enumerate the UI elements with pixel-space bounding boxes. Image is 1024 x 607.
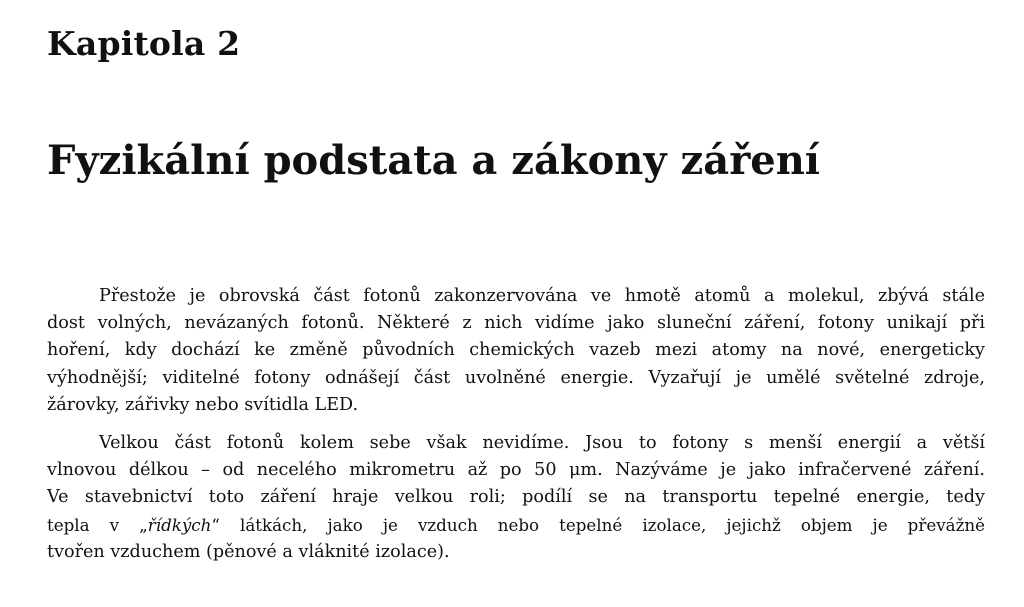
paragraph-2-line-1: Velkou část fotonů kolem sebe však nevidíme. Jsou to fotony s menší energií a větší bbox=[99, 433, 985, 454]
paragraph-2-line-2: vlnovou délkou – od necelého mikrometru až po 50 μm. Nazýváme je jako infračervené záření. bbox=[47, 460, 985, 481]
line-4-text-before: tepla v „ bbox=[47, 514, 148, 535]
paragraph-1 bbox=[47, 283, 985, 419]
paragraph-2-line-4 bbox=[47, 512, 985, 539]
chapter-body bbox=[47, 283, 985, 566]
chapter-title: Fyzikální podstata a zákony záření bbox=[47, 137, 820, 184]
document-page bbox=[47, 0, 985, 607]
paragraph-1-line-5: žárovky, zářivky nebo svítidla LED. bbox=[47, 394, 359, 415]
paragraph-1-line-3: hoření, kdy dochází ke změně původních chemických vazeb mezi atomy na nové, energeticky bbox=[47, 340, 985, 361]
paragraph-2-line-3: Ve stavebnictví toto záření hraje velkou roli; podílí se na transportu tepelné energie, tedy bbox=[47, 487, 985, 508]
paragraph-1-line-2: dost volných, nevázaných fotonů. Některé z nich vidíme jako sluneční záření, fotony unikají při bbox=[47, 313, 985, 334]
paragraph-1-line-1: Přestože je obrovská část fotonů zakonzervována ve hmotě atomů a molekul, zbývá stále bbox=[99, 286, 985, 306]
line-4-text-after: “ látkách, jako je vzduch nebo tepelné izolace, jejichž objem je převážně bbox=[211, 514, 985, 535]
paragraph-2-line-5: tvořen vzduchem (pěnové a vláknité izolace). bbox=[47, 541, 450, 562]
chapter-label: Kapitola 2 bbox=[47, 24, 241, 63]
paragraph-1-line-4: výhodnější; viditelné fotony odnášejí část uvolněné energie. Vyzařují je umělé světelné zdroje, bbox=[47, 367, 985, 388]
paragraph-2 bbox=[47, 430, 985, 566]
emphasized-word: řídkých bbox=[147, 514, 212, 535]
